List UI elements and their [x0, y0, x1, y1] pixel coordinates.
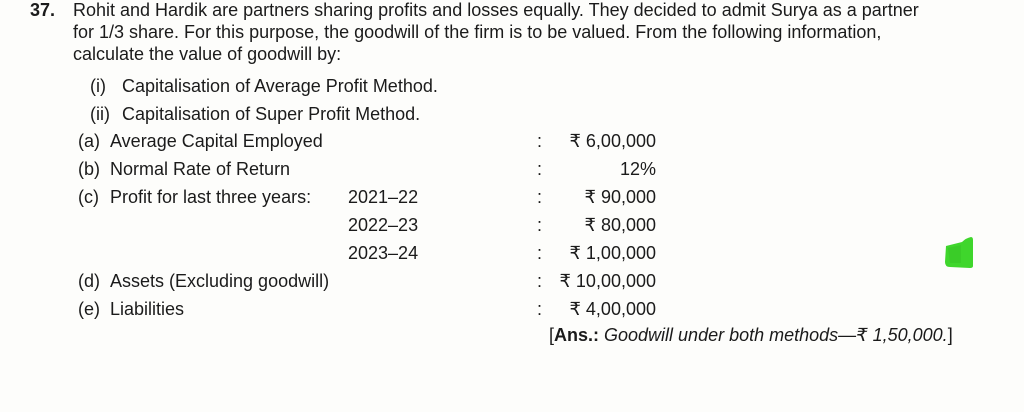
- profit-2022-23-value: ₹ 80,000: [584, 215, 656, 235]
- data-item-c: [78, 187, 311, 208]
- data-item-c-colon-1: :: [537, 187, 543, 207]
- data-item-b-colon: :: [537, 159, 543, 179]
- question-line-3: calculate the value of goodwill by:: [73, 44, 342, 64]
- data-item-a-value: ₹ 6,00,000: [569, 131, 656, 151]
- year-2023-24: 2023–24: [348, 243, 419, 263]
- data-item-d-text: Assets (Excluding goodwill): [110, 271, 330, 291]
- answer-close-bracket: ]: [947, 325, 953, 345]
- data-item-e-colon: :: [537, 299, 543, 319]
- year-2021-22: 2021–22: [348, 187, 419, 207]
- data-item-b: [78, 159, 290, 180]
- data-item-c-colon-3: :: [537, 243, 543, 263]
- answer-prefix: Ans.:: [554, 325, 600, 345]
- data-item-d: [78, 271, 329, 292]
- data-item-b-text: Normal Rate of Return: [110, 159, 291, 179]
- data-item-e-text: Liabilities: [110, 299, 185, 319]
- method-1-text: Capitalisation of Average Profit Method.: [122, 76, 438, 96]
- data-item-b-label: (b): [78, 159, 100, 179]
- data-item-d-value: ₹ 10,00,000: [559, 271, 656, 291]
- data-item-c-label: (c): [78, 187, 99, 207]
- data-item-a-colon: :: [537, 131, 543, 151]
- data-item-a-text: Average Capital Employed: [110, 131, 323, 151]
- method-2: [90, 104, 420, 125]
- method-2-label: (ii): [90, 104, 110, 124]
- method-2-text: Capitalisation of Super Profit Method.: [122, 104, 421, 124]
- data-item-a-label: (a): [78, 131, 100, 151]
- data-item-d-label: (d): [78, 271, 100, 291]
- year-2022-23: 2022–23: [348, 215, 419, 235]
- data-item-d-colon: :: [537, 271, 543, 291]
- question-line-1: Rohit and Hardik are partners sharing profits and losses equally. They decided to admit Surya as a partner: [73, 0, 919, 20]
- answer-open-bracket: [: [549, 325, 555, 345]
- method-1: [90, 76, 438, 97]
- question-line-2: for 1/3 share. For this purpose, the goodwill of the firm is to be valued. From the following information,: [73, 22, 882, 42]
- data-item-b-value: 12%: [619, 159, 656, 179]
- answer-line: [549, 325, 953, 346]
- profit-2021-22-value: ₹ 90,000: [584, 187, 656, 207]
- answer-text: Goodwill under both methods—₹ 1,50,000.: [599, 325, 948, 345]
- data-item-c-colon-2: :: [537, 215, 543, 235]
- method-1-label: (i): [90, 76, 106, 96]
- data-item-a: [78, 131, 323, 152]
- data-item-e-label: (e): [78, 299, 100, 319]
- data-item-e: [78, 299, 184, 320]
- highlighter-marker-icon: [944, 236, 974, 268]
- data-item-e-value: ₹ 4,00,000: [569, 299, 656, 319]
- profit-2023-24-value: ₹ 1,00,000: [569, 243, 656, 263]
- data-item-c-text: Profit for last three years:: [110, 187, 312, 207]
- question-number: 37.: [30, 0, 56, 20]
